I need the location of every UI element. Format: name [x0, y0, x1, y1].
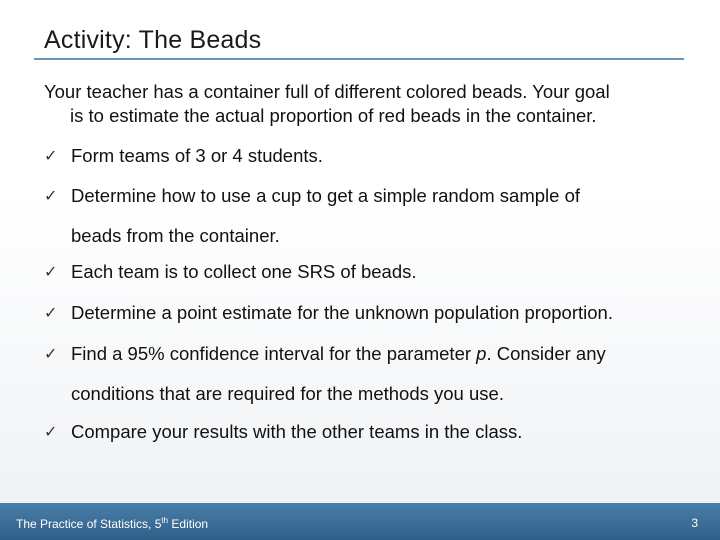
parameter-p: p — [476, 343, 487, 364]
checkmark-icon: ✓ — [44, 344, 58, 363]
bullet-text: Each team is to collect one SRS of beads. — [71, 261, 417, 282]
checkmark-icon: ✓ — [44, 186, 58, 205]
bullet-text-continued: conditions that are required for the methods you use. — [71, 383, 504, 404]
book-title-text: The Practice of Statistics, 5 — [16, 517, 162, 531]
bullet-text: Form teams of 3 or 4 students. — [71, 145, 323, 166]
bullet-item-cup-sample — [44, 176, 664, 256]
book-title-suffix: Edition — [168, 517, 209, 531]
bullet-text: Determine how to use a cup to get a simple random sample of — [71, 185, 581, 206]
intro-line-1: Your teacher has a container full of different colored beads. Your goal — [44, 81, 610, 102]
title-divider — [34, 58, 684, 60]
checkmark-icon: ✓ — [44, 146, 58, 165]
bullet-text-part: Find a 95% confidence interval for the parameter — [71, 343, 477, 364]
intro-paragraph — [44, 80, 684, 128]
bullet-item-compare-results — [44, 412, 664, 452]
bullet-text: Determine a point estimate for the unknown population proportion. — [71, 302, 613, 323]
bullet-item-form-teams — [44, 136, 664, 176]
edition-superscript: th — [161, 516, 169, 525]
bullet-item-confidence-interval — [44, 334, 664, 414]
checkmark-icon: ✓ — [44, 262, 58, 281]
bullet-text-continued: beads from the container. — [71, 225, 280, 246]
bullet-text — [44, 334, 664, 374]
checkmark-icon: ✓ — [44, 303, 58, 322]
bullet-item-collect-srs — [44, 252, 664, 292]
checkmark-icon: ✓ — [44, 422, 58, 441]
bullet-text: Compare your results with the other teams in the class. — [71, 421, 523, 442]
footer-bar — [0, 503, 720, 540]
page-number: 3 — [691, 516, 698, 530]
intro-line-2: is to estimate the actual proportion of red beads in the container. — [70, 105, 597, 126]
footer-book-title — [16, 516, 208, 531]
bullet-item-point-estimate — [44, 293, 664, 333]
bullet-text-part: . Consider any — [486, 343, 606, 364]
slide-title: Activity: The Beads — [44, 26, 262, 54]
